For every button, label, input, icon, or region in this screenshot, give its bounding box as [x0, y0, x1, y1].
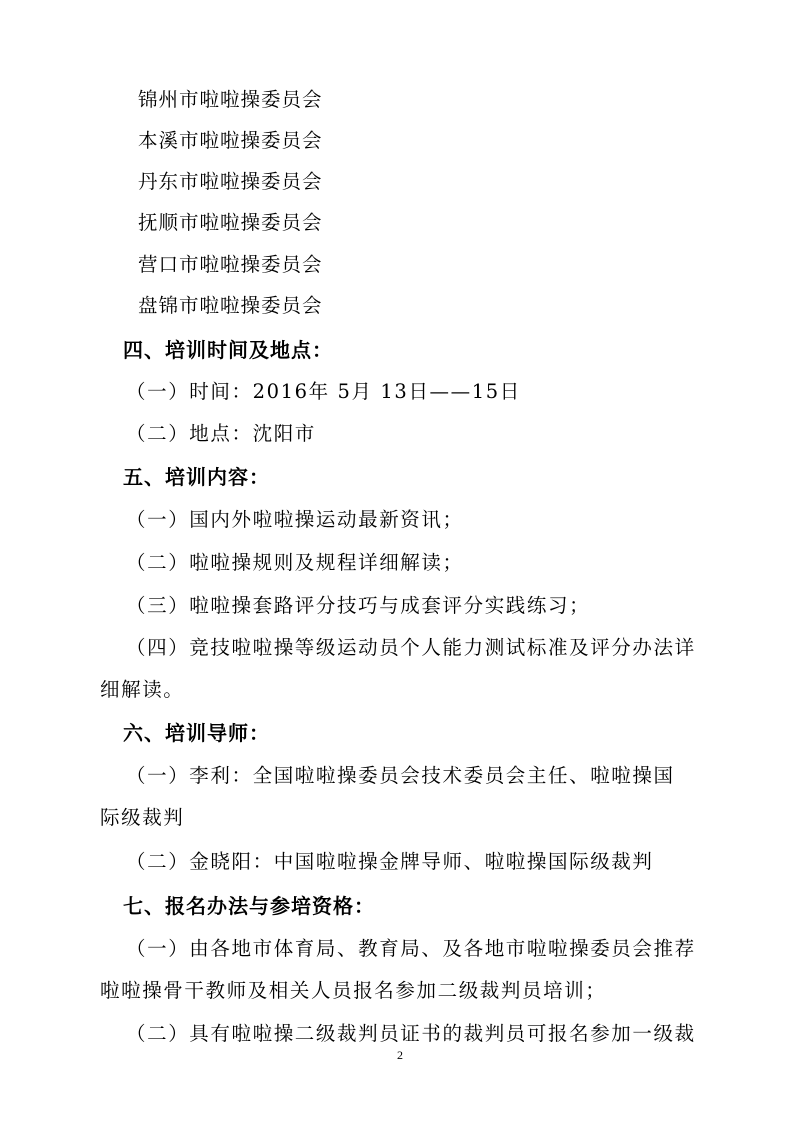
- section-4-heading: 四、培训时间及地点：: [123, 338, 333, 362]
- content-item-3: （三）啦啦操套路评分技巧与成套评分实践练习；: [126, 594, 591, 617]
- org-benxi: 本溪市啦啦操委员会: [138, 129, 323, 152]
- org-dandong: 丹东市啦啦操委员会: [138, 170, 323, 193]
- org-jinzhou: 锦州市啦啦操委员会: [138, 88, 323, 111]
- section-6-heading: 六、培训导师：: [123, 721, 270, 745]
- content-item-1: （一）国内外啦啦操运动最新资讯；: [126, 508, 464, 531]
- training-place: （二）地点：沈阳市: [126, 422, 316, 445]
- section-5-heading: 五、培训内容：: [123, 465, 270, 489]
- mentor-2: （二）金晓阳：中国啦啦操金牌导师、啦啦操国际级裁判: [126, 850, 654, 873]
- content-item-4: （四）竞技啦啦操等级运动员个人能力测试标准及评分办法详: [126, 636, 696, 659]
- content-item-4-continued: 细解读。: [100, 678, 185, 701]
- org-yingkou: 营口市啦啦操委员会: [138, 253, 323, 276]
- section-7-heading: 七、报名办法与参培资格：: [123, 894, 375, 918]
- org-fushun: 抚顺市啦啦操委员会: [138, 211, 323, 234]
- registration-item-1-continued: 啦啦操骨干教师及相关人员报名参加二级裁判员培训；: [100, 979, 607, 1002]
- registration-item-2: （二）具有啦啦操二级裁判员证书的裁判员可报名参加一级裁: [126, 1022, 696, 1045]
- mentor-1-continued: 际级裁判: [100, 806, 185, 829]
- content-item-2: （二）啦啦操规则及规程详细解读；: [126, 551, 464, 574]
- page-number: 2: [397, 1048, 403, 1062]
- training-time: （一）时间：2016年 5月 13日——15日: [126, 380, 521, 403]
- mentor-1: （一）李利：全国啦啦操委员会技术委员会主任、啦啦操国: [126, 764, 675, 787]
- registration-item-1: （一）由各地市体育局、教育局、及各地市啦啦操委员会推荐: [126, 937, 696, 960]
- org-panjin: 盘锦市啦啦操委员会: [138, 294, 323, 317]
